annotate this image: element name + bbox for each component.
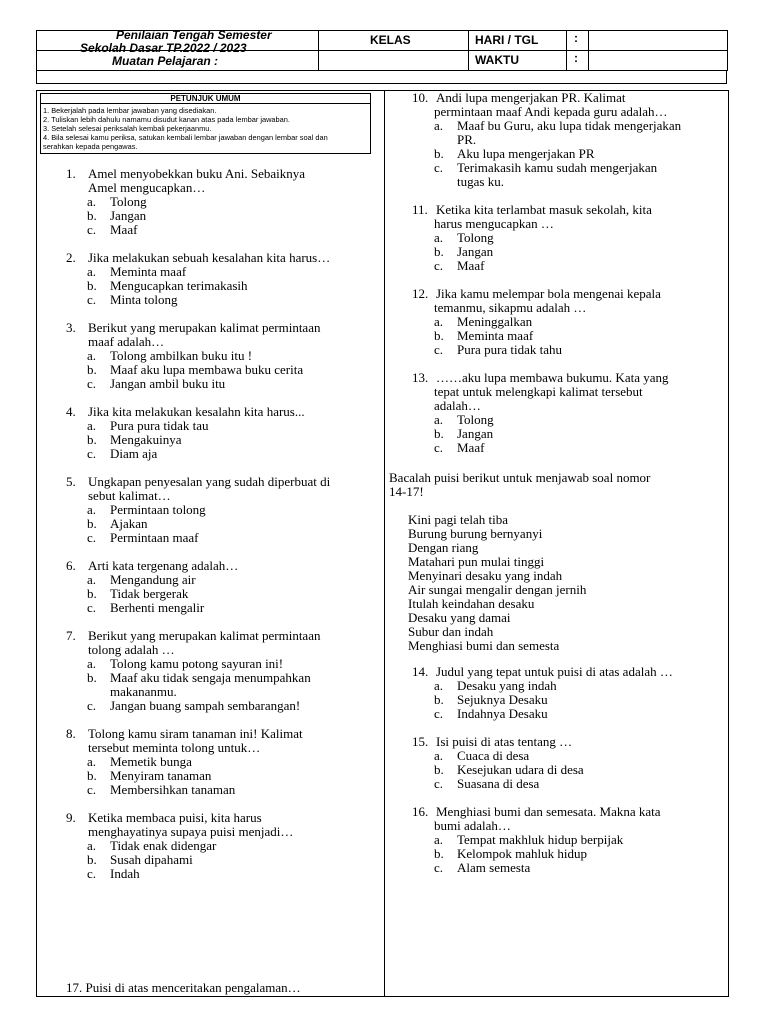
question-text: adalah… [434, 398, 481, 413]
option-letter: a. [434, 118, 444, 133]
option-text: Pura pura tidak tahu [457, 342, 563, 357]
option-text: Maaf aku lupa membawa buku cerita [110, 362, 304, 377]
poem-line: Matahari pun mulai tinggi [408, 554, 545, 569]
question-text: harus mengucapkan … [434, 216, 554, 231]
option-letter: b. [87, 586, 97, 601]
question-number: 16. [412, 804, 429, 819]
petunjuk-item-5: serahkan kepada pengawas. [43, 142, 138, 151]
option-letter: c. [87, 222, 97, 237]
option-letter: a. [87, 656, 97, 671]
question-number: 5. [66, 474, 76, 489]
question-text: Berikut yang merupakan kalimat permintaan [88, 628, 321, 643]
option-letter: b. [87, 768, 97, 783]
option-letter: a. [434, 678, 444, 693]
option-text: Kelompok mahluk hidup [457, 846, 587, 861]
option-text: Mengakuinya [110, 432, 182, 447]
option-letter: a. [87, 502, 97, 517]
question-number: 6. [66, 558, 76, 573]
waktu-label: WAKTU [475, 53, 519, 67]
option-letter: b. [434, 328, 444, 343]
question-text: Ketika kita terlambat masuk sekolah, kita [436, 202, 652, 217]
kelas-label: KELAS [370, 33, 411, 47]
question-text: bumi adalah… [434, 818, 511, 833]
question-text: permintaan maaf Andi kepada guru adalah… [434, 104, 668, 119]
option-text: Jangan [457, 244, 494, 259]
option-letter: b. [434, 146, 444, 161]
option-text: Jangan buang sampah sembarangan! [110, 698, 301, 713]
option-text: Meninggalkan [457, 314, 533, 329]
option-text: Tidak bergerak [110, 586, 189, 601]
option-text: Pura pura tidak tau [110, 418, 209, 433]
question-text: Tolong kamu siram tanaman ini! Kalimat [88, 726, 303, 741]
option-letter: a. [87, 572, 97, 587]
option-letter: c. [434, 160, 444, 175]
option-text: Mengucapkan terimakasih [110, 278, 248, 293]
option-text: Jangan [457, 426, 494, 441]
option-letter: b. [87, 852, 97, 867]
option-letter: a. [434, 748, 444, 763]
hari-colon: : [574, 31, 578, 45]
question-text: Jika kamu melempar bola mengenai kepala [436, 286, 661, 301]
question-text: Isi puisi di atas tentang … [436, 734, 573, 749]
option-text: Tidak enak didengar [110, 838, 217, 853]
option-text: Permintaan tolong [110, 502, 206, 517]
question-text: tepat untuk melengkapi kalimat tersebut [434, 384, 643, 399]
option-letter: b. [87, 278, 97, 293]
option-text: Memetik bunga [110, 754, 192, 769]
option-text: Membersihkan tanaman [110, 782, 236, 797]
option-text: Maaf [457, 258, 485, 273]
option-letter: b. [87, 670, 97, 685]
hari-tgl-label: HARI / TGL [475, 33, 539, 47]
option-text: Terimakasih kamu sudah mengerjakan [457, 160, 658, 175]
question-text: Ungkapan penyesalan yang sudah diperbuat di [88, 474, 331, 489]
option-letter: c. [434, 776, 444, 791]
option-text: Suasana di desa [457, 776, 540, 791]
option-text: Desaku yang indah [457, 678, 557, 693]
option-letter: c. [87, 600, 97, 615]
option-text: Susah dipahami [110, 852, 193, 867]
option-letter: a. [87, 754, 97, 769]
option-text-cont: PR. [457, 132, 477, 147]
question-number: 7. [66, 628, 76, 643]
option-text: Tolong [457, 230, 494, 245]
poem-line: Dengan riang [408, 540, 479, 555]
petunjuk-item-4: 4. Bila selesai kamu periksa, satukan kembali lembar jawaban dengan lembar soal dan [43, 133, 328, 142]
poem-line: Air sungai mengalir dengan jernih [408, 582, 587, 597]
option-text: Maaf [457, 440, 485, 455]
option-letter: c. [87, 292, 97, 307]
question-number: 2. [66, 250, 76, 265]
option-text: Meminta maaf [110, 264, 187, 279]
option-text: Jangan [110, 208, 147, 223]
option-letter: a. [87, 264, 97, 279]
question-text: ……aku lupa membawa bukumu. Kata yang [436, 370, 669, 385]
poem-intro-line1: Bacalah puisi berikut untuk menjawab soal nomor [389, 470, 651, 485]
question-text: Jika melakukan sebuah kesalahan kita harus… [88, 250, 331, 265]
question-number: 9. [66, 810, 76, 825]
option-letter: b. [434, 426, 444, 441]
option-text: Tolong [110, 194, 147, 209]
option-letter: b. [434, 762, 444, 777]
option-letter: a. [434, 412, 444, 427]
poem-line: Menghiasi bumi dan semesta [408, 638, 560, 653]
option-text: Minta tolong [110, 292, 178, 307]
petunjuk-title: PETUNJUK UMUM [170, 94, 241, 103]
option-text: Tempat makhluk hidup berpijak [457, 832, 624, 847]
option-text: Aku lupa mengerjakan PR [457, 146, 595, 161]
question-text: sebut kalimat… [88, 488, 171, 503]
option-text: Berhenti mengalir [110, 600, 205, 615]
waktu-colon: : [574, 51, 578, 65]
option-letter: c. [87, 782, 97, 797]
question-text: Menghiasi bumi dan semesata. Makna kata [436, 804, 661, 819]
option-letter: c. [87, 866, 97, 881]
question-number: 10. [412, 90, 429, 105]
option-text: Kesejukan udara di desa [457, 762, 584, 777]
poem-line: Kini pagi telah tiba [408, 512, 509, 527]
question-text: Berikut yang merupakan kalimat permintaan [88, 320, 321, 335]
option-letter: b. [434, 846, 444, 861]
option-letter: c. [434, 860, 444, 875]
question-number: 12. [412, 286, 429, 301]
question-text: temanmu, sikapmu adalah … [434, 300, 587, 315]
question-text: Arti kata tergenang adalah… [88, 558, 239, 573]
option-text: Indahnya Desaku [457, 706, 548, 721]
option-letter: b. [434, 692, 444, 707]
question-number: 11. [412, 202, 428, 217]
petunjuk-item-3: 3. Setelah selesai periksalah kembali pekerjaanmu. [43, 124, 212, 133]
petunjuk-item-1: 1. Bekerjalah pada lembar jawaban yang disediakan. [43, 106, 217, 115]
option-text: Meminta maaf [457, 328, 534, 343]
option-text: Indah [110, 866, 140, 881]
option-letter: b. [434, 244, 444, 259]
question-text: maaf adalah… [88, 334, 165, 349]
option-letter: c. [434, 342, 444, 357]
question-text: Judul yang tepat untuk puisi di atas adalah … [436, 664, 673, 679]
question-17: 17. Puisi di atas menceritakan pengalaman… [66, 980, 301, 995]
option-letter: c. [434, 440, 444, 455]
question-number: 14. [412, 664, 429, 679]
header-title-line1: Penilaian Tengah Semester [116, 28, 272, 42]
poem-line: Desaku yang damai [408, 610, 511, 625]
question-text: tolong adalah … [88, 642, 175, 657]
question-number: 8. [66, 726, 76, 741]
option-text: Maaf bu Guru, aku lupa tidak mengerjakan [457, 118, 682, 133]
header-title-line3: Muatan Pelajaran : [112, 54, 219, 68]
option-letter: a. [87, 348, 97, 363]
petunjuk-item-2: 2. Tuliskan lebih dahulu namamu disudut kanan atas pada lembar jawaban. [43, 115, 290, 124]
option-letter: c. [87, 698, 97, 713]
option-text: Diam aja [110, 446, 158, 461]
option-text: Tolong [457, 412, 494, 427]
option-letter: a. [87, 418, 97, 433]
option-letter: c. [87, 446, 97, 461]
option-letter: b. [87, 208, 97, 223]
option-letter: a. [434, 230, 444, 245]
poem-line: Menyinari desaku yang indah [408, 568, 563, 583]
option-letter: a. [434, 832, 444, 847]
option-text: Alam semesta [457, 860, 531, 875]
poem-line: Subur dan indah [408, 624, 494, 639]
option-text: Ajakan [110, 516, 148, 531]
option-text: Menyiram tanaman [110, 768, 212, 783]
question-number: 3. [66, 320, 76, 335]
option-text: Maaf aku tidak sengaja menumpahkan [110, 670, 311, 685]
column-divider [384, 90, 385, 997]
header-title-line2: Sekolah Dasar TP.2022 / 2023 [80, 41, 247, 55]
option-letter: a. [434, 314, 444, 329]
option-letter: c. [434, 706, 444, 721]
poem-line: Itulah keindahan desaku [408, 596, 535, 611]
option-letter: a. [87, 838, 97, 853]
option-letter: c. [434, 258, 444, 273]
poem-intro-line2: 14-17! [389, 484, 424, 499]
option-letter: b. [87, 432, 97, 447]
question-number: 4. [66, 404, 76, 419]
option-text: Mengandung air [110, 572, 196, 587]
question-text: Amel mengucapkan… [88, 180, 206, 195]
option-text: Maaf [110, 222, 138, 237]
question-text: menghayatinya supaya puisi menjadi… [88, 824, 294, 839]
question-text: Ketika membaca puisi, kita harus [88, 810, 262, 825]
option-text-cont: makananmu. [110, 684, 177, 699]
option-letter: a. [87, 194, 97, 209]
option-text: Jangan ambil buku itu [110, 376, 226, 391]
question-text: Andi lupa mengerjakan PR. Kalimat [436, 90, 626, 105]
option-letter: b. [87, 516, 97, 531]
option-text: Sejuknya Desaku [457, 692, 548, 707]
question-number: 13. [412, 370, 429, 385]
option-text: Cuaca di desa [457, 748, 530, 763]
blank-strip [36, 70, 727, 84]
option-text-cont: tugas ku. [457, 174, 504, 189]
poem-line: Burung burung bernyanyi [408, 526, 543, 541]
question-number: 1. [66, 166, 76, 181]
option-text: Permintaan maaf [110, 530, 199, 545]
question-text: tersebut meminta tolong untuk… [88, 740, 261, 755]
option-letter: c. [87, 530, 97, 545]
option-letter: c. [87, 376, 97, 391]
option-letter: b. [87, 362, 97, 377]
question-text: Jika kita melakukan kesalahn kita harus... [88, 404, 305, 419]
option-text: Tolong ambilkan buku itu ! [110, 348, 253, 363]
question-text: Amel menyobekkan buku Ani. Sebaiknya [88, 166, 305, 181]
option-text: Tolong kamu potong sayuran ini! [110, 656, 284, 671]
question-number: 15. [412, 734, 429, 749]
